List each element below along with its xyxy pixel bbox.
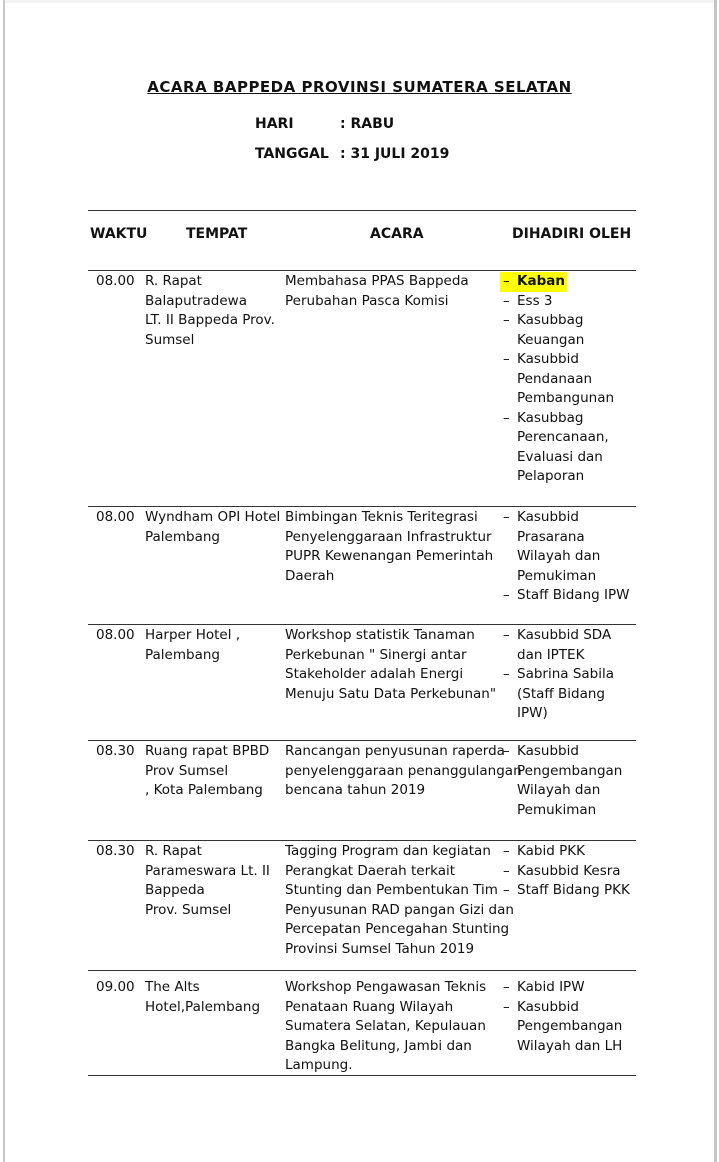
attendee-item xyxy=(500,311,636,350)
attendee-line: Kabid PKK xyxy=(517,843,585,859)
attendee-line: Staff Bidang PKK xyxy=(517,882,630,898)
attendee-line: Wilayah dan xyxy=(517,548,601,564)
row-divider-rule xyxy=(88,624,636,625)
attendee-line: Pengembangan xyxy=(517,762,623,779)
attendees-cell xyxy=(500,978,636,1056)
header-waktu: WAKTU xyxy=(90,226,148,242)
place-cell xyxy=(145,508,285,547)
place-line: Parameswara Lt. II xyxy=(145,862,270,879)
event-line: Perangkat Daerah terkait xyxy=(285,862,456,879)
time-cell: 08.00 xyxy=(96,273,135,289)
attendee-line: Sabrina Sabila xyxy=(517,666,615,682)
day-row xyxy=(255,116,394,132)
dash-bullet-icon: – xyxy=(503,509,510,525)
attendee-line: dan IPTEK xyxy=(517,646,585,663)
attendee-item xyxy=(500,272,636,292)
row-divider-rule xyxy=(88,970,636,971)
place-cell xyxy=(145,272,285,350)
event-line: Sumatera Selatan, Kepulauan xyxy=(285,1018,486,1034)
event-line: Bangka Belitung, Jambi dan xyxy=(285,1037,472,1054)
event-line: Menuju Satu Data Perkebunan" xyxy=(285,685,497,702)
attendee-line: Kasubbid xyxy=(517,509,579,525)
event-line: Membahasa PPAS Bappeda xyxy=(285,273,469,289)
place-line: The Alts xyxy=(145,979,200,995)
attendee-item xyxy=(500,742,636,820)
place-line: R. Rapat xyxy=(145,273,202,289)
row-divider-rule xyxy=(88,840,636,841)
dash-bullet-icon: – xyxy=(503,882,510,898)
attendee-line: Keuangan xyxy=(517,331,585,348)
attendee-line: Kasubbid SDA xyxy=(517,627,612,643)
attendee-item xyxy=(500,665,636,724)
attendee-line: Kasubbid Kesra xyxy=(517,862,621,879)
attendee-line: Perencanaan, xyxy=(517,429,609,445)
event-line: Tagging Program dan kegiatan xyxy=(285,843,491,859)
date-row xyxy=(255,146,449,162)
attendee-line: Kasubbag xyxy=(517,312,584,328)
attendee-line: Kasubbid xyxy=(517,351,579,367)
attendee-line: Kaban xyxy=(500,272,567,292)
attendee-line: Pelaporan xyxy=(517,468,585,484)
place-line: R. Rapat xyxy=(145,843,202,859)
day-label: HARI xyxy=(255,116,294,132)
attendee-line: Pengembangan xyxy=(517,1018,623,1034)
attendee-item xyxy=(500,350,636,409)
dash-bullet-icon: – xyxy=(503,312,510,328)
attendee-line: IPW) xyxy=(517,705,548,721)
row-divider-rule xyxy=(88,1075,636,1076)
attendee-item xyxy=(500,409,636,487)
event-line: Rancangan penyusunan raperda xyxy=(285,743,505,759)
place-line: Bappeda xyxy=(145,882,205,898)
event-line: Daerah xyxy=(285,567,335,584)
day-value: : RABU xyxy=(340,116,395,132)
place-cell xyxy=(145,626,285,665)
place-line: Hotel,Palembang xyxy=(145,998,261,1015)
dash-bullet-icon: – xyxy=(503,843,510,859)
event-line: Penyusunan RAD pangan Gizi dan xyxy=(285,901,514,918)
dash-bullet-icon: – xyxy=(503,292,510,309)
event-line: Stunting dan Pembentukan Tim xyxy=(285,882,498,898)
event-cell xyxy=(285,272,500,311)
page-edge-left xyxy=(3,0,5,1162)
place-line: Palembang xyxy=(145,528,220,545)
event-line: Perubahan Pasca Komisi xyxy=(285,292,449,309)
header-acara: ACARA xyxy=(370,226,424,242)
event-line: Workshop statistik Tanaman xyxy=(285,627,475,643)
time-cell: 08.30 xyxy=(96,743,135,759)
attendee-line: Kasubbid xyxy=(517,743,579,759)
event-line: Workshop Pengawasan Teknis xyxy=(285,979,487,995)
event-cell xyxy=(285,508,500,586)
date-label: TANGGAL xyxy=(255,146,329,162)
dash-bullet-icon: – xyxy=(503,587,510,603)
attendee-line: Kasubbid xyxy=(517,998,579,1015)
attendee-line: Ess 3 xyxy=(517,292,553,309)
attendee-line: Prasarana xyxy=(517,528,585,545)
event-line: Bimbingan Teknis Teritegrasi xyxy=(285,509,478,525)
attendee-line: (Staff Bidang xyxy=(517,685,605,702)
place-line: Palembang xyxy=(145,646,220,663)
attendee-line: Kasubbag xyxy=(517,409,584,426)
attendees-cell xyxy=(500,742,636,820)
header-dihadiri-oleh: DIHADIRI OLEH xyxy=(512,226,632,242)
event-cell xyxy=(285,626,500,704)
attendee-item xyxy=(500,881,636,901)
attendee-item xyxy=(500,626,636,665)
time-cell: 08.30 xyxy=(96,843,135,859)
place-line: Wyndham OPI Hotel xyxy=(145,509,281,525)
time-cell: 08.00 xyxy=(96,627,135,643)
event-line: Penyelenggaraan Infrastruktur xyxy=(285,528,492,545)
attendee-line: Kabid IPW xyxy=(517,979,585,995)
attendee-item xyxy=(500,508,636,586)
attendee-line: Wilayah dan xyxy=(517,782,601,798)
attendee-line: Wilayah dan LH xyxy=(517,1037,623,1054)
date-value: : 31 JULI 2019 xyxy=(340,146,450,162)
page-edge-right xyxy=(714,0,717,1162)
place-cell xyxy=(145,842,285,920)
attendee-item xyxy=(500,978,636,998)
event-line: PUPR Kewenangan Pemerintah xyxy=(285,548,494,564)
attendees-cell xyxy=(500,626,636,724)
place-line: , Kota Palembang xyxy=(145,782,263,798)
attendee-line: Pemukiman xyxy=(517,801,597,818)
event-line: penyelenggaraan penanggulangan xyxy=(285,762,522,779)
document-title: ACARA BAPPEDA PROVINSI SUMATERA SELATAN xyxy=(147,78,572,96)
event-line: Provinsi Sumsel Tahun 2019 xyxy=(285,940,475,957)
attendee-item xyxy=(500,842,636,862)
place-cell xyxy=(145,742,285,801)
attendee-line: Pembangunan xyxy=(517,390,615,406)
page-edge-top xyxy=(5,0,714,3)
place-line: Ruang rapat BPBD xyxy=(145,743,270,759)
dash-bullet-icon: – xyxy=(503,998,510,1015)
attendee-line: Evaluasi dan xyxy=(517,448,603,465)
place-line: Balaputradewa xyxy=(145,292,247,309)
attendee-line: Pendanaan xyxy=(517,370,593,387)
dash-bullet-icon: – xyxy=(503,627,510,643)
event-line: Lampung. xyxy=(285,1057,353,1073)
event-line: bencana tahun 2019 xyxy=(285,782,426,798)
dash-bullet-icon: – xyxy=(503,862,510,879)
dash-bullet-icon: – xyxy=(503,743,510,759)
place-line: Sumsel xyxy=(145,331,195,348)
dash-bullet-icon: – xyxy=(503,409,510,426)
place-line: Harper Hotel , xyxy=(145,627,241,643)
attendee-line: Staff Bidang IPW xyxy=(517,587,630,603)
attendees-cell xyxy=(500,508,636,606)
place-cell xyxy=(145,978,285,1017)
place-line: Prov Sumsel xyxy=(145,762,229,779)
dash-bullet-icon: – xyxy=(503,979,510,995)
attendee-item xyxy=(500,998,636,1057)
attendee-item xyxy=(500,586,636,606)
table-top-rule xyxy=(88,210,636,211)
row-divider-rule xyxy=(88,506,636,507)
dash-bullet-icon: – xyxy=(503,666,510,682)
time-cell: 09.00 xyxy=(96,979,135,995)
header-tempat: TEMPAT xyxy=(186,226,248,242)
attendee-line: Pemukiman xyxy=(517,567,597,584)
attendee-item xyxy=(500,862,636,882)
attendees-cell xyxy=(500,272,636,487)
attendees-cell xyxy=(500,842,636,901)
event-cell xyxy=(285,742,522,801)
row-divider-rule xyxy=(88,740,636,741)
event-line: Penataan Ruang Wilayah xyxy=(285,998,454,1015)
dash-bullet-icon: – xyxy=(503,351,510,367)
attendee-item xyxy=(500,292,636,312)
event-line: Stakeholder adalah Energi xyxy=(285,666,464,682)
time-cell: 08.00 xyxy=(96,509,135,525)
event-cell xyxy=(285,842,514,959)
place-line: LT. II Bappeda Prov. xyxy=(145,312,275,328)
place-line: Prov. Sumsel xyxy=(145,901,232,918)
header-bottom-rule xyxy=(88,270,636,271)
event-line: Percepatan Pencegahan Stunting xyxy=(285,921,510,937)
dash-bullet-icon: – xyxy=(503,273,510,289)
event-cell xyxy=(285,978,500,1076)
event-line: Perkebunan " Sinergi antar xyxy=(285,646,467,663)
